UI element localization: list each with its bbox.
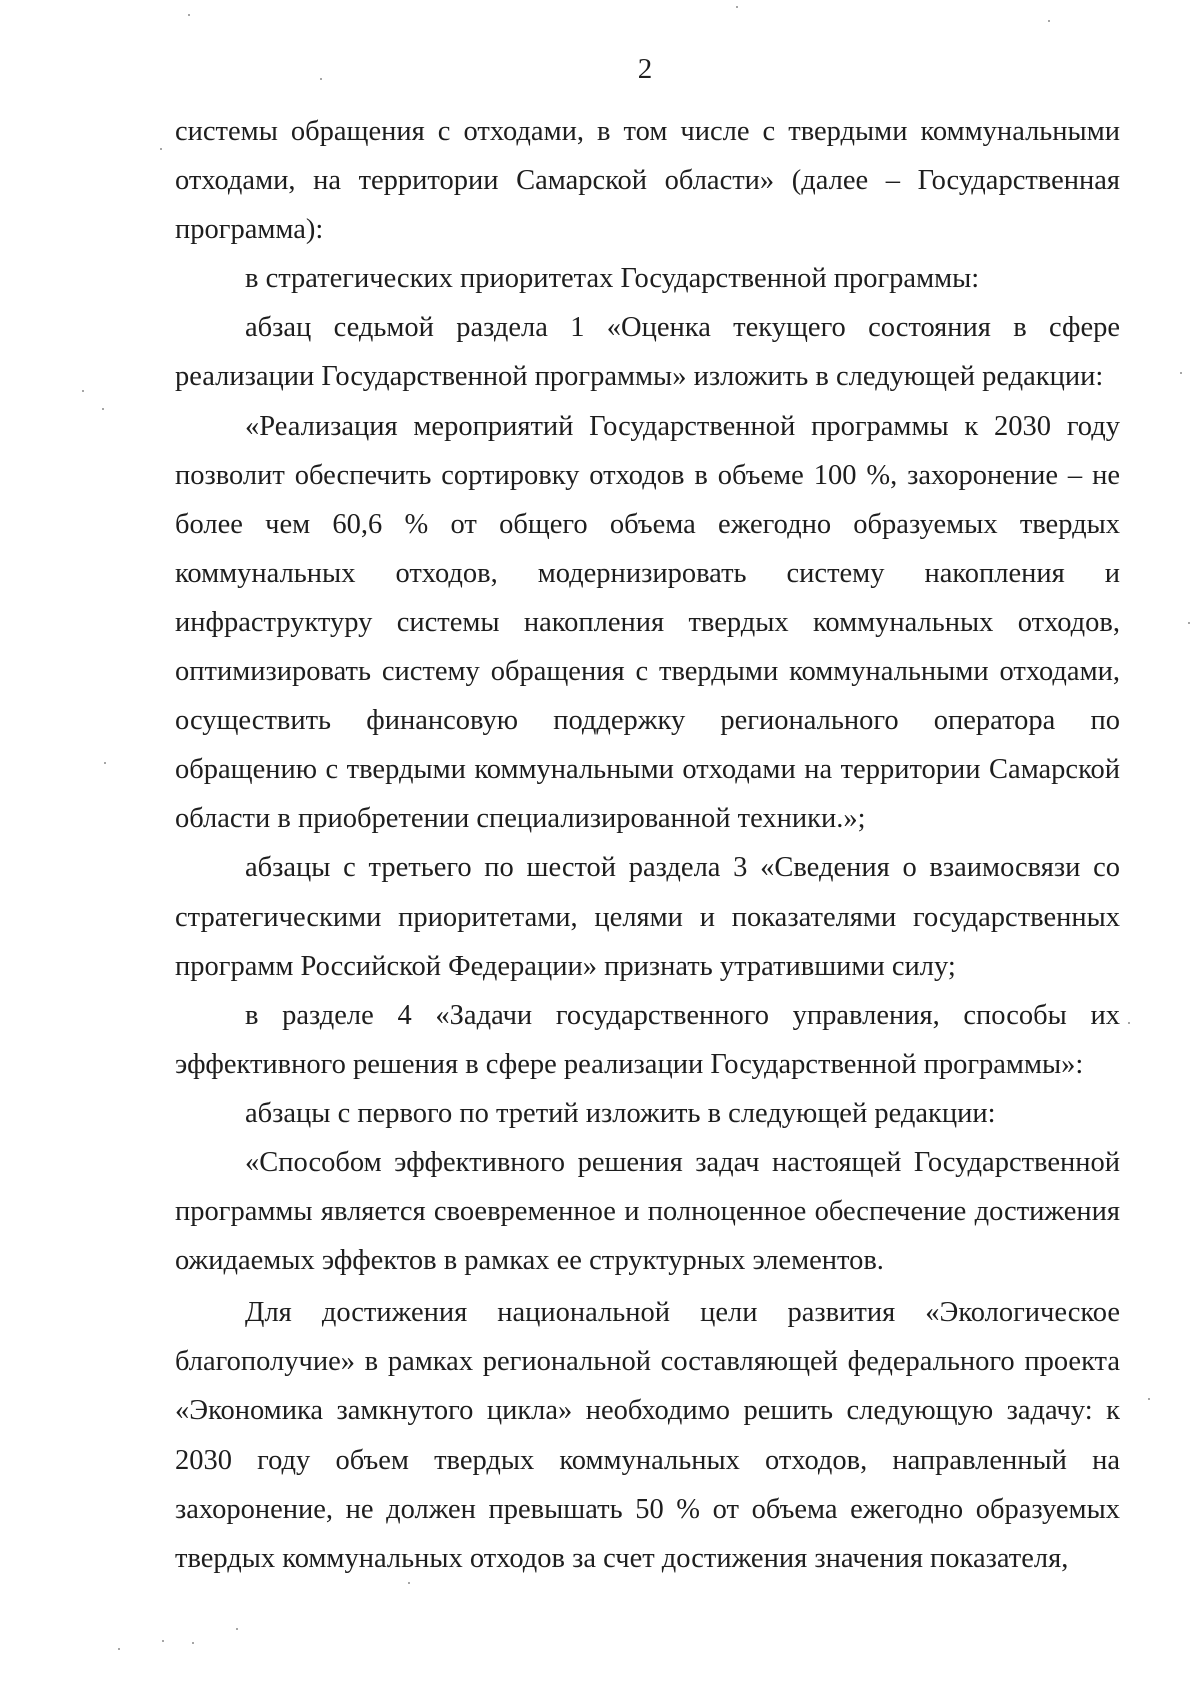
paragraph-section-1-new-text: «Реализация мероприятий Государственной программы к 2030 году позволит обеспечить сортировку отходов в объеме 100 %, захоронение – не более чем 60,6 % от общего объема ежегодно образуемых твердых коммунальных отходов, модернизировать систему накопления и инфраструктуру системы накопления твердых коммунальных отходов, оптимизировать систему обращения с твердыми коммунальными отходами, осуществить финансовую поддержку регионального оператора по обращению с твердыми коммунальными отходами на территории Самарской области в приобретении специализированной техники.»; <box>175 410 1120 835</box>
scan-speck <box>160 148 162 150</box>
page-number: 2 <box>637 53 653 85</box>
scan-speck <box>1188 622 1190 624</box>
paragraph-strategic-priorities: в стратегических приоритетах Государственной программы: <box>245 263 980 295</box>
paragraph-section-4-new-text: «Способом эффективного решения задач настоящей Государственной программы является своевременное и полноценное обеспечение достижения ожидаемых эффектов в рамках ее структурных элементов. <box>175 1146 1120 1277</box>
scan-speck <box>408 1582 410 1584</box>
scan-speck <box>1048 20 1050 22</box>
scan-speck <box>162 1640 164 1642</box>
scan-speck <box>188 14 190 16</box>
scan-speck <box>1148 1398 1150 1400</box>
scan-speck <box>118 1648 120 1650</box>
scan-speck <box>1128 1022 1130 1024</box>
paragraph-section-4-heading: в разделе 4 «Задачи государственного управления, способы их эффективного решения в сфере реализации Государственной программы»: <box>175 999 1120 1080</box>
paragraph-continuation: системы обращения с отходами, в том числе с твердыми коммунальными отходами, на территории Самарской области» (далее – Государственная программа): <box>175 116 1120 246</box>
paragraph-section-1-amendment: абзац седьмой раздела 1 «Оценка текущего состояния в сфере реализации Государственной программы» изложить в следующей редакции: <box>175 312 1120 393</box>
scan-speck <box>192 1642 194 1644</box>
scan-speck <box>236 1628 238 1630</box>
paragraph-section-3-repeal: абзацы с третьего по шестой раздела 3 «Сведения о взаимосвязи со стратегическими приоритетами, целями и показателями государственных программ Российской Федерации» признать утратившими силу; <box>175 852 1120 982</box>
scan-speck <box>736 6 738 8</box>
scan-speck <box>1180 372 1182 374</box>
scan-speck <box>104 762 106 764</box>
scan-speck <box>102 408 104 410</box>
scan-speck <box>320 78 322 80</box>
paragraph-national-goal: Для достижения национальной цели развития «Экологическое благополучие» в рамках региональной составляющей федерального проекта «Экономика замкнутого цикла» необходимо решить следующую задачу: к 2030 году объем твердых коммунальных отходов, направленный на захоронение, не должен превышать 50 % от объема ежегодно образуемых твердых коммунальных отходов за счет достижения значения показателя, <box>175 1297 1120 1574</box>
document-body <box>175 107 1120 1583</box>
paragraph-section-4-amendment: абзацы с первого по третий изложить в следующей редакции: <box>245 1097 996 1129</box>
scan-speck <box>82 390 84 392</box>
